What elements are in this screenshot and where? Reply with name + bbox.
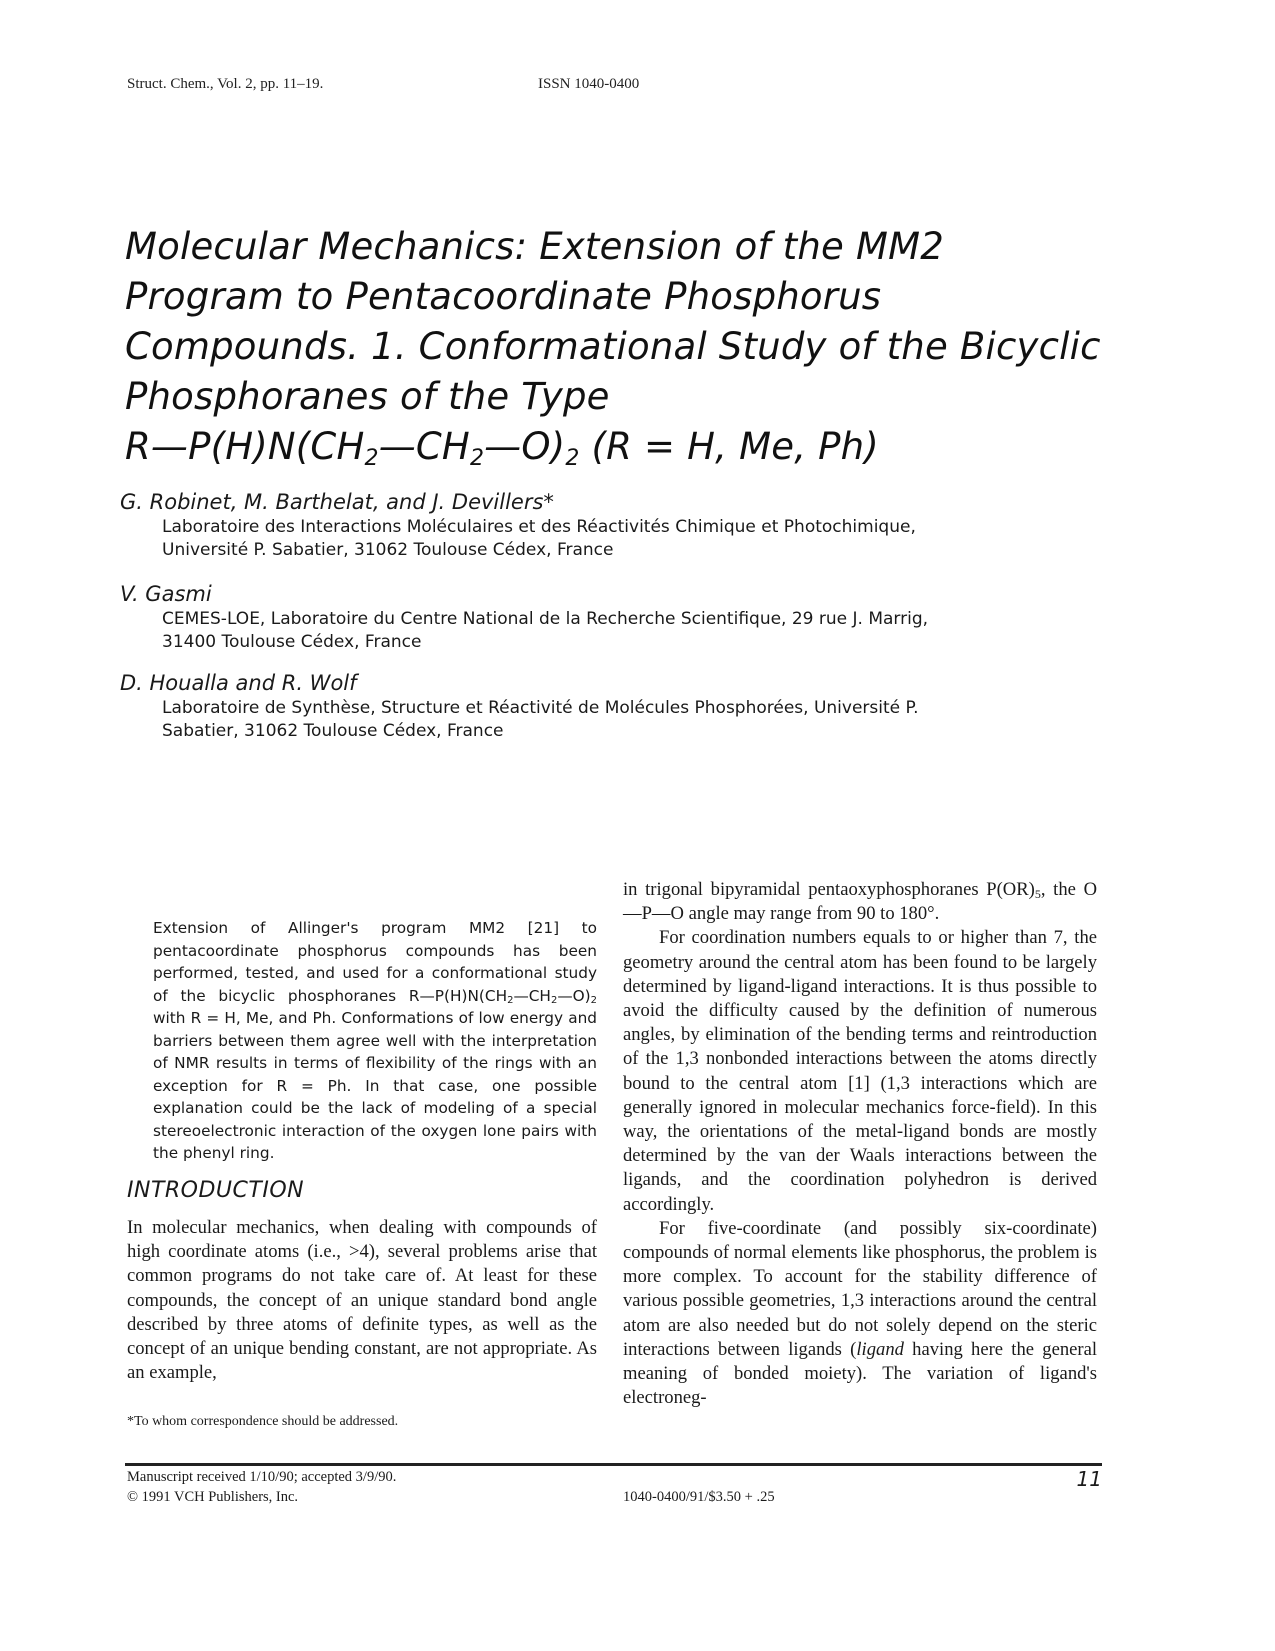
author-names: D. Houalla and R. Wolf: [120, 671, 357, 695]
affiliation-line: Sabatier, 31062 Toulouse Cédex, France: [162, 721, 504, 741]
author-block-2: [120, 580, 1120, 654]
copyright: © 1991 VCH Publishers, Inc.: [127, 1489, 299, 1505]
journal-citation: Struct. Chem., Vol. 2, pp. 11–19.: [127, 76, 324, 92]
paragraph: For five-coordinate (and possibly six-coordinate) compounds of normal elements like phosphorus, the problem is more complex. To account for the stability difference of various possible geometries, 1,3 interactions around the central atom are also needed but do not solely depend on the steric interactions between ligands (ligand having here the general meaning of bonded moiety). The variation of ligand's electroneg-: [623, 1217, 1097, 1409]
author-block-3: [120, 669, 1120, 743]
author-names: G. Robinet, M. Barthelat, and J. Devillers*: [120, 490, 554, 514]
footer-rule: [125, 1463, 1102, 1466]
right-column-text: [623, 878, 1097, 1410]
price-code: 1040-0400/91/$3.50 + .25: [623, 1489, 775, 1505]
affiliation-line: Université P. Sabatier, 31062 Toulouse Cédex, France: [162, 540, 614, 560]
affiliation-line: Laboratoire des Interactions Moléculaires et des Réactivités Chimique et Photochimique,: [162, 517, 916, 537]
affiliation-line: CEMES-LOE, Laboratoire du Centre National de la Recherche Scientifique, 29 rue J. Marrig,: [162, 609, 929, 629]
abstract: Extension of Allinger's program MM2 [21] to pentacoordinate phosphorus compounds has been performed, tested, and used for a conformational study of the bicyclic phosphoranes $R—P(H)N(CH_2—CH_2—O)_2$ with R = H, Me, and Ph. Conformations of low energy and barriers between them agree well with the interpretation of NMR results in terms of flexibility of the rings with an exception for R = Ph. In that case, one possible explanation could be the lack of modeling of a special stereoelectronic interaction of the oxygen lone pairs with the phenyl ring.: [153, 919, 597, 1162]
title-line-3: Compounds. 1. Conformational Study of the Bicyclic: [125, 325, 1101, 368]
author-block-1: [120, 488, 1120, 562]
title-line-1: Molecular Mechanics: Extension of the MM2: [125, 225, 944, 268]
page-number: 11: [1076, 1467, 1102, 1491]
paragraph: in trigonal bipyramidal pentaoxyphosphoranes $P(OR)_5$, the O—P—O angle may range from 90 to 180°.: [623, 879, 1098, 925]
title-line-2: Program to Pentacoordinate Phosphorus: [125, 275, 882, 318]
title-line-4: Phosphoranes of the Type: [125, 375, 610, 418]
author-names: V. Gasmi: [120, 582, 212, 606]
article-title: [125, 222, 1205, 472]
paragraph: For coordination numbers equals to or higher than 7, the geometry around the central atom has been found to be largely determined by ligand-ligand interactions. It is thus possible to avoid the difficulty caused by the definition of numerous angles, by elimination of the bending terms and reintroduction of the 1,3 nonbonded interactions between the atoms directly bound to the central atom [1] (1,3 interactions which are generally ignored in molecular mechanics force-field). In this way, the orientations of the metal-ligand bonds are mostly determined by the van der Waals interactions between the ligands, and the coordination polyhedron is derived accordingly.: [623, 927, 1097, 1215]
left-column-text: [127, 1216, 597, 1385]
title-formula: $R—P(H)N(CH_2—CH_2—O)_2$ (R = H, Me, Ph): [125, 425, 879, 471]
affiliation-line: 31400 Toulouse Cédex, France: [162, 632, 422, 652]
footnote: *To whom correspondence should be addressed.: [127, 1414, 399, 1429]
paragraph: In molecular mechanics, when dealing with compounds of high coordinate atoms (i.e., >4), several problems arise that common programs do not take care of. At least for these compounds, the concept of an unique standard bond angle described by three atoms of definite types, as well as the concept of an unique bending constant, are not appropriate. As an example,: [127, 1217, 597, 1384]
manuscript-dates: Manuscript received 1/10/90; accepted 3/9/90.: [127, 1469, 397, 1485]
issn: ISSN 1040-0400: [538, 76, 640, 92]
section-heading-introduction: INTRODUCTION: [127, 1178, 305, 1203]
affiliation-line: Laboratoire de Synthèse, Structure et Réactivité de Molécules Phosphorées, Université P.: [162, 698, 919, 718]
